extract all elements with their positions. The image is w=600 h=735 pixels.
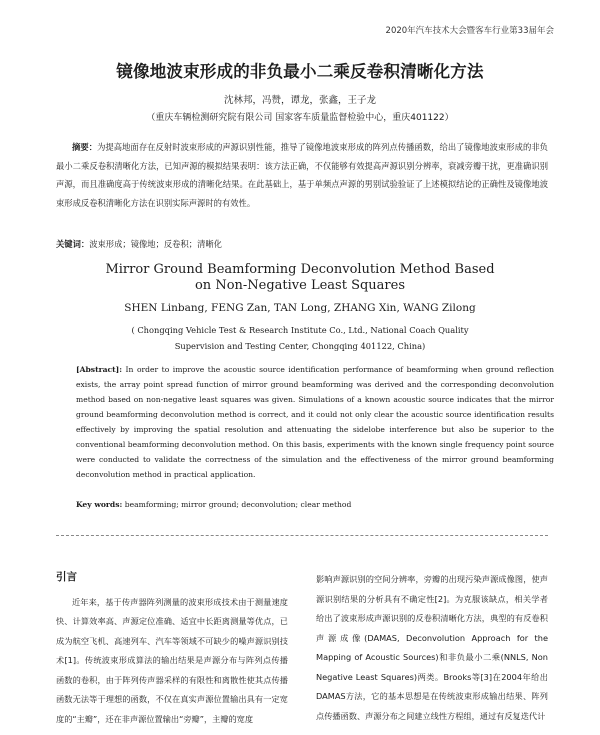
abstract-en-label: [Abstract]:	[76, 365, 123, 374]
abstract-en-text: In order to improve the acoustic source identification performance of beamforming when ground reflection exists, the array point spread function of mirror ground beamforming was derived and the corresponding deconvolution method based on non-negative least squares was given. Simulations of a known acoustic source indicates that the mirror ground beamforming deconvolution method is correct, and it could not only clear the acoustic source identification results effectively by improving the spatial resolution and attenuating the sidelobe interference but also be superior to the conventional beamforming deconvolution method. On this basis, experiments with the known single frequency point source were conducted to validate the correctness of the simulation and the effectiveness of the mirror ground beamforming deconvolution method in practical application.	[76, 365, 554, 479]
keywords-zh-label: 关键词：	[56, 239, 90, 249]
body-column-left	[56, 568, 288, 729]
affiliation-en-line2: Supervision and Testing Center, Chongqing 401122, China)	[174, 341, 426, 351]
paper-title-en-line2: on Non-Negative Least Squares	[194, 278, 406, 293]
abstract-zh	[56, 138, 548, 212]
authors-en: SHEN Linbang, FENG Zan, TAN Long, ZHANG Xin, WANG Zilong	[124, 302, 476, 314]
paper-title-zh: 镜像地波束形成的非负最小二乘反卷积清晰化方法	[116, 62, 484, 81]
abstract-zh-label: 摘要：	[72, 142, 98, 152]
affiliation-en	[0, 322, 600, 354]
abstract-en	[76, 362, 554, 482]
authors-zh: 沈林邦，冯赞，谭龙，张鑫，王子龙	[223, 95, 376, 106]
abstract-zh-text: 为提高地面存在反射时波束形成的声源识别性能，推导了镜像地波束形成的阵列点传播函数，给出了镜像地波束形成的非负最小二乘反卷积清晰化方法，已知声源的模拟结果表明：该方法正确，不仅能够有效提高声源识别分辨率，衰减旁瓣干扰，更准确识别声源，而且准确度高于传统波束形成的清晰化结果。在此基础上，基于单频点声源的男别试验验证了上述模拟结论的正确性及镜像地波束形成反卷积清晰化方法在识别实际声源时的有效性。	[56, 142, 548, 208]
section-heading-introduction: 引言	[56, 571, 77, 583]
keywords-en	[76, 500, 554, 509]
affiliation-en-line1: ( Chongqing Vehicle Test & Research Institute Co., Ltd., National Coach Quality	[131, 325, 469, 335]
paper-title-en-line1: Mirror Ground Beamforming Deconvolution Method Based	[105, 262, 495, 277]
keywords-en-label: Key words:	[76, 500, 123, 509]
keywords-zh-text: 波束形成；镜像地；反卷积；清晰化	[89, 239, 222, 249]
affiliation-zh: （重庆车辆检测研究院有限公司 国家客车质量监督检验中心，重庆401122）	[146, 113, 454, 123]
section-divider	[56, 535, 548, 536]
paper-title-en	[0, 262, 600, 294]
body-column-right	[316, 570, 548, 726]
keywords-zh	[56, 238, 548, 250]
keywords-en-text: beamforming; mirror ground; deconvolution; clear method	[124, 500, 352, 509]
running-header: 2020年汽车技术大会暨客车行业第33届年会	[385, 26, 554, 36]
intro-paragraph-left: 近年来，基于传声器阵列测量的波束形成技术由于测量速度快、计算效率高、声源定位准确、适宜中长距离测量等优点，已成为航空飞机、高速列车、汽车等领域不可缺少的噪声源识别技术[1]。传统波束形成算法的输出结果是声源分布与阵列点传播函数的卷积，由于阵列传声器采样的有限性和离散性使其点传播函数无法等于理想的函数，不仅在真实声源位置输出具有一定宽度的“主瓣”，还在非声源位置输出“旁瓣”，主瓣的宽度	[56, 596, 288, 724]
intro-paragraph-right: 影响声源识别的空间分辨率，旁瓣的出现污染声源成像图，使声源识别结果的分析具有不确定性[2]。为克服该缺点，相关学者给出了波束形成声源识别的反卷积清晰化方法，典型的有反卷积声源成像(DAMAS, Deconvolution Approach for the Mapping of Acoustic Sources)和非负最小二乘(NNLS, Non Negative Least Squares)两类。Brooks等[3]在2004年给出DAMAS方法，它的基本思想是在传统波束形成输出结果、阵列点传播函数、声源分布之间建立线性方程组，通过有反复迭代计	[316, 574, 548, 721]
